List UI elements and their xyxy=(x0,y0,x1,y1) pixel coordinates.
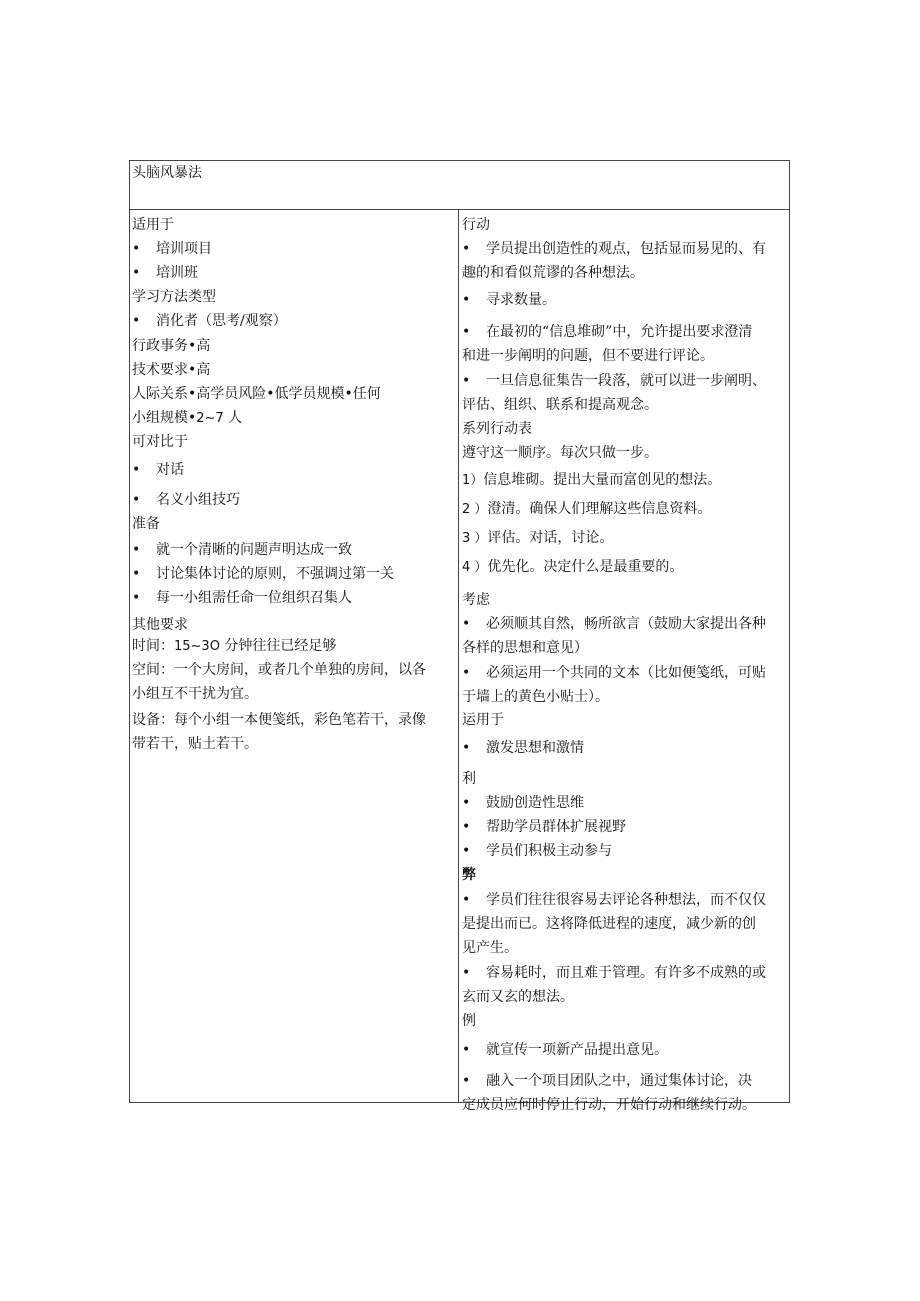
list-item: • 名义小组技巧 xyxy=(132,492,240,508)
list-item-continuation: 定成员应何时停止行动，开始行动和继续行动。 xyxy=(462,1097,756,1113)
list-item: • 培训项目 xyxy=(132,241,212,257)
list-item: • 一旦信息征集告一段落，就可以进一步阐明、 xyxy=(462,373,766,389)
method-type-heading: 学习方法类型 xyxy=(132,289,216,305)
bullet: • xyxy=(462,843,471,859)
list-item: • 融入一个项目团队之中，通过集体讨论，决 xyxy=(462,1073,752,1089)
bullet: • xyxy=(132,492,141,508)
list-item: • 讨论集体讨论的原则，不强调过第一关 xyxy=(132,566,394,582)
step-item: 3 ）评估。对话，讨论。 xyxy=(462,530,614,546)
list-item: • 鼓励创造性思维 xyxy=(462,795,584,811)
applicable-heading: 适用于 xyxy=(132,217,174,233)
method-table xyxy=(129,160,790,1113)
example-heading: 例 xyxy=(462,1013,476,1029)
step-item: 4 ）优先化。决定什么是最重要的。 xyxy=(462,559,684,575)
list-item: • 培训班 xyxy=(132,265,198,281)
prep-heading: 准备 xyxy=(132,516,160,532)
tech-line: 技术要求•高 xyxy=(132,362,211,378)
admin-line: 行政事务•高 xyxy=(132,338,211,354)
interpersonal-line: 人际关系•高学员风险•低学员规模•任何 xyxy=(132,386,381,402)
list-item-continuation: 和进一步阐明的问题，但不要进行评论。 xyxy=(462,348,714,364)
action-heading: 行动 xyxy=(462,217,490,233)
bullet: • xyxy=(462,324,471,340)
bullet: • xyxy=(462,616,471,632)
list-item: • 寻求数量。 xyxy=(462,292,556,308)
list-item: • 必须顺其自然，畅所欲言（鼓励大家提出各种 xyxy=(462,616,766,632)
bullet: • xyxy=(132,542,141,558)
bullet: • xyxy=(462,1073,471,1089)
step-item: 2 ）澄清。确保人们理解这些信息资料。 xyxy=(462,501,712,517)
bullet: • xyxy=(462,740,471,756)
time-line: 时间：15~3O 分钟往往已经足够 xyxy=(132,638,337,654)
bullet: • xyxy=(462,665,471,681)
right-column xyxy=(459,210,789,1113)
list-item-continuation: 评估、组织、联系和提高观念。 xyxy=(462,397,658,413)
equipment-line: 设备：每个小组一本便笺纸，彩色笔若干，录像 xyxy=(132,712,426,728)
list-item-continuation: 于墙上的黄色小贴士）。 xyxy=(462,689,609,705)
bullet: • xyxy=(462,292,471,308)
bullet: • xyxy=(462,373,471,389)
group-size-line: 小组规模•2~7 人 xyxy=(132,410,243,426)
title-row xyxy=(130,161,789,210)
comparable-heading: 可对比于 xyxy=(132,434,188,450)
list-item: • 对话 xyxy=(132,462,184,478)
list-item-continuation: 玄而又玄的想法。 xyxy=(462,989,574,1005)
list-item: • 学员们往往很容易去评论各种想法，而不仅仅 xyxy=(462,892,766,908)
cons-heading: 弊 xyxy=(462,867,476,883)
bullet: • xyxy=(462,795,471,811)
bullet: • xyxy=(132,566,141,582)
list-item: • 容易耗时，而且难于管理。有许多不成熟的或 xyxy=(462,965,766,981)
page-title: 头脑风暴法 xyxy=(132,165,202,181)
bullet: • xyxy=(132,590,141,606)
list-item: • 每一小组需任命一位组织召集人 xyxy=(132,590,352,606)
list-item: • 学员提出创造性的观点，包括显而易见的、有 xyxy=(462,241,766,257)
step-item: 1）信息堆砌。提出大量而富创见的想法。 xyxy=(462,472,722,488)
use-heading: 运用于 xyxy=(462,712,504,728)
bullet: • xyxy=(462,892,471,908)
list-item: • 就宣传一项新产品提出意见。 xyxy=(462,1042,668,1058)
list-item: • 就一个清晰的问题声明达成一致 xyxy=(132,542,352,558)
bullet: • xyxy=(132,462,141,478)
bullet: • xyxy=(132,265,141,281)
list-item: • 在最初的“信息堆砌”中，允许提出要求澄清 xyxy=(462,324,753,340)
list-item: • 学员们积极主动参与 xyxy=(462,843,612,859)
list-item: • 激发思想和激情 xyxy=(462,740,584,756)
other-heading: 其他要求 xyxy=(132,617,188,633)
bullet: • xyxy=(462,819,471,835)
bullet: • xyxy=(462,1042,471,1058)
bullet: • xyxy=(462,241,471,257)
pros-heading: 利 xyxy=(462,771,476,787)
list-item-continuation: 趣的和看似荒谬的各种想法。 xyxy=(462,265,644,281)
bullet: • xyxy=(462,965,471,981)
equipment-line: 带若干，贴土若干。 xyxy=(132,736,258,752)
list-item-continuation: 各样的思想和意见） xyxy=(462,640,588,656)
list-item: • 必须运用一个共同的文本（比如便笺纸，可贴 xyxy=(462,665,766,681)
series-heading: 系列行动表 xyxy=(462,421,532,437)
list-item: • 消化者（思考/观察） xyxy=(132,313,287,329)
list-item-continuation: 是提出而已。这将降低进程的速度，减少新的创 xyxy=(462,916,756,932)
left-column xyxy=(130,210,459,1102)
consider-heading: 考虑 xyxy=(462,592,490,608)
series-intro: 遵守这一顺序。每次只做一步。 xyxy=(462,445,658,461)
space-line: 小组互不干扰为宜。 xyxy=(132,686,258,702)
space-line: 空间：一个大房间，或者几个单独的房间，以各 xyxy=(132,662,426,678)
list-item-continuation: 见产生。 xyxy=(462,940,518,956)
list-item: • 帮助学员群体扩展视野 xyxy=(462,819,626,835)
bullet: • xyxy=(132,241,141,257)
bullet: • xyxy=(132,313,141,329)
